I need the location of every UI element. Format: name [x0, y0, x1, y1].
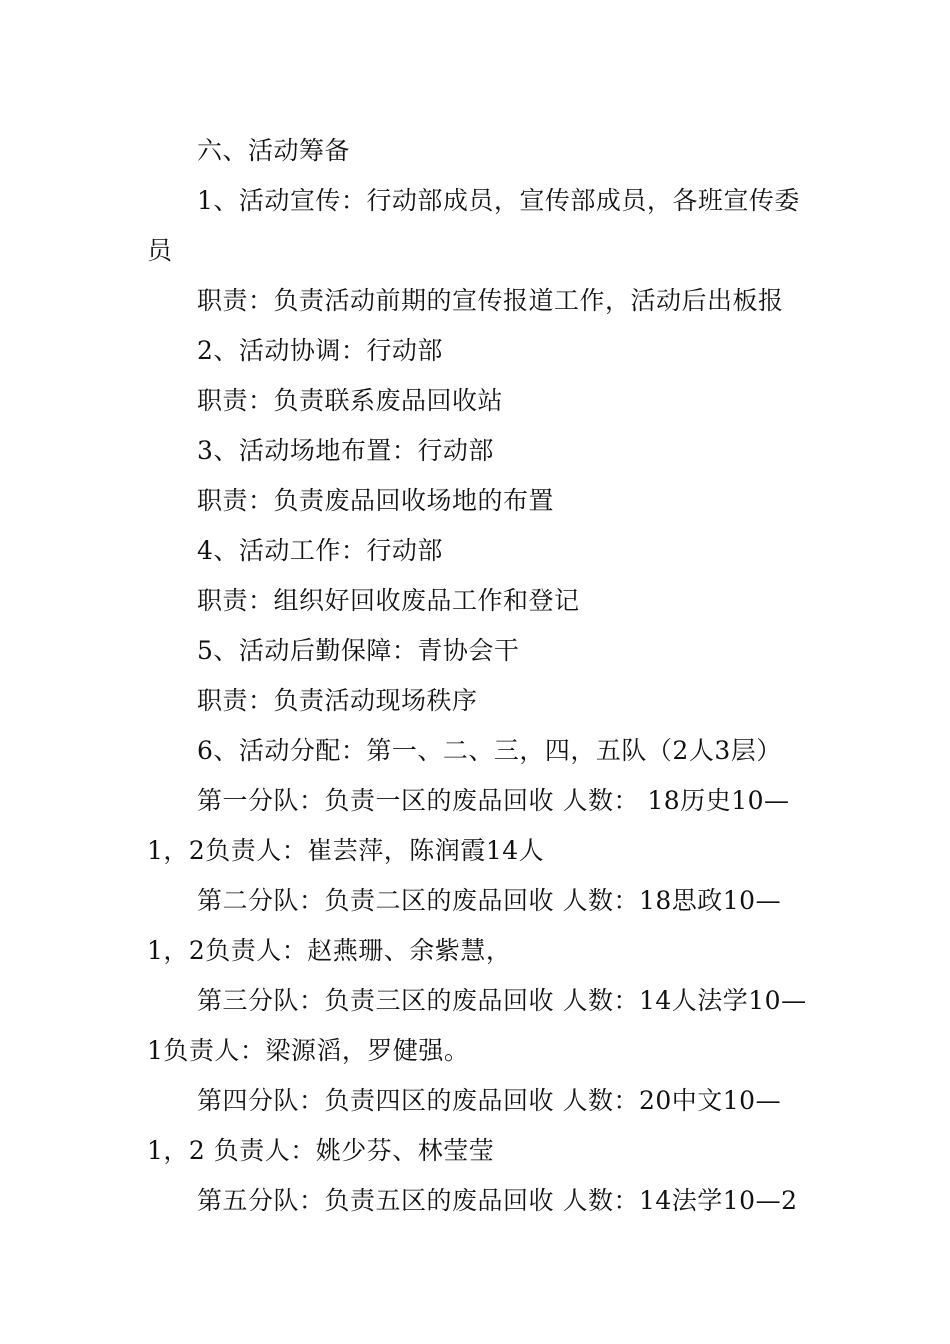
item-publicity: 1、活动宣传：行动部成员，宣传部成员，各班宣传委员 [147, 186, 800, 265]
item-coordination: 2、活动协调：行动部 [197, 336, 443, 365]
item-venue: 3、活动场地布置：行动部 [197, 436, 494, 465]
team-2: 第二分队：负责二区的废品回收 人数：18思政10—1，2负责人：赵燕珊、余紫慧， [147, 886, 782, 965]
team-5: 第五分队：负责五区的废品回收 人数：14法学10—2 [197, 1186, 798, 1215]
document-body [147, 126, 809, 1226]
team-3: 第三分队：负责三区的废品回收 人数：14人法学10—1负责人：梁源滔，罗健强。 [147, 986, 807, 1065]
item-work: 4、活动工作：行动部 [197, 536, 443, 565]
duty-venue: 职责：负责废品回收场地的布置 [197, 486, 555, 515]
team-4: 第四分队：负责四区的废品回收 人数：20中文10—1，2 负责人：姚少芬、林莹莹 [147, 1086, 782, 1165]
duty-logistics: 职责：负责活动现场秩序 [197, 686, 478, 715]
section-heading: 六、活动筹备 [197, 136, 351, 165]
team-1: 第一分队：负责一区的废品回收 人数： 18历史10—1，2负责人：崔芸萍，陈润霞14人 [147, 786, 790, 865]
item-logistics: 5、活动后勤保障：青协会干 [197, 636, 520, 665]
duty-work: 职责：组织好回收废品工作和登记 [197, 586, 580, 615]
item-allocation: 6、活动分配：第一、二、三，四，五队（2人3层） [197, 736, 782, 765]
duty-coordination: 职责：负责联系废品回收站 [197, 386, 504, 415]
duty-publicity: 职责：负责活动前期的宣传报道工作，活动后出板报 [197, 286, 784, 315]
